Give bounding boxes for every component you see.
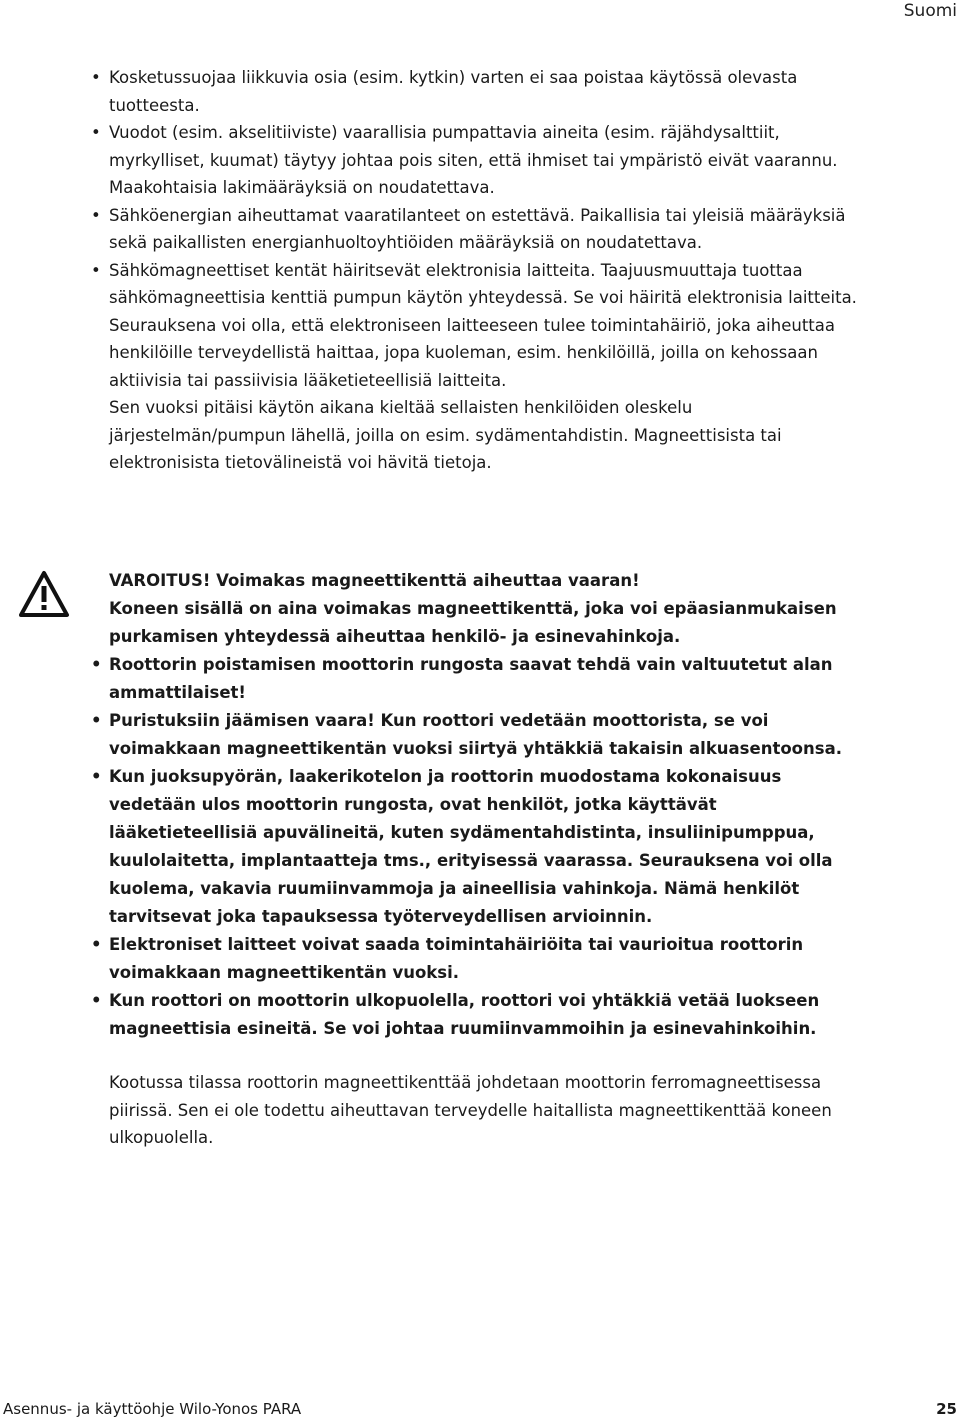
language-label: Suomi — [903, 1, 957, 21]
bullet-icon: • — [91, 205, 101, 225]
list-item-text: Sähkömagneettiset kentät häiritsevät elektronisia laitteita. Taajuusmuuttaja tuottaa sähkömagneettisia kenttiä pumpun käytön yhteydessä. Se voi häiritä elektronisia laitteita. Seurauksena voi olla, että elektroniseen laitteeseen tulee toimintahäiriö, joka aiheuttaa henkilöille terveydellistä haittaa, jopa kuoleman, esim. henkilöillä, joilla on kehossaan aktiivisia tai passiivisia lääketieteellisiä laitteita. — [109, 260, 857, 390]
footer-document-title: Asennus- ja käyttöohje Wilo-Yonos PARA — [3, 1400, 302, 1418]
list-item — [87, 64, 857, 119]
list-item — [87, 707, 857, 763]
closing-section — [87, 1069, 857, 1152]
list-item-text: Sähköenergian aiheuttamat vaaratilanteet on estettävä. Paikallisia tai yleisiä määräyksiä sekä paikallisten energianhuoltoyhtiöiden määräyksiä on noudatettava. — [109, 205, 846, 252]
warning-title: VAROITUS! Voimakas magneettikenttä aiheuttaa vaaran! — [109, 571, 640, 590]
body-paragraph: Sen vuoksi pitäisi käytön aikana kieltää sellaisten henkilöiden oleskelu järjestelmän/pumpun lähellä, joilla on esim. sydämentahdistin. Magneettisista tai elektronisista tietovälineistä voi hävitä tietoja. — [109, 398, 782, 472]
bullet-icon: • — [91, 935, 102, 954]
bullet-icon: • — [91, 711, 102, 730]
list-item — [87, 931, 857, 987]
list-item-text: Elektroniset laitteet voivat saada toimintahäiriöita tai vaurioitua roottorin voimakkaan magneettikentän vuoksi. — [109, 935, 804, 982]
warning-block — [87, 567, 857, 1043]
list-item-text: Kun juoksupyörän, laakerikotelon ja roottorin muodostama kokonaisuus vedetään ulos moottorin rungosta, ovat henkilöt, jotka käyttävät lääketieteellisiä apuvälineitä, kuten sydämentahdistinta, insuliinipumppua, kuulolaitetta, implantaatteja tms., erityisessä vaarassa. Seurauksena voi olla kuolema, vakavia ruumiinvammoja ja aineellisia vahinkoja. Nämä henkilöt tarvitsevat joka tapauksessa työterveydellisen arvioinnin. — [109, 767, 833, 926]
list-item — [87, 119, 857, 202]
warning-triangle-icon — [18, 570, 70, 618]
closing-paragraph: Kootussa tilassa roottorin magneettikenttää johdetaan moottorin ferromagneettisessa piirissä. Sen ei ole todettu aiheuttavan terveydelle haitallista magneettikenttää koneen ulkopuolella. — [109, 1073, 832, 1147]
list-item — [87, 202, 857, 257]
list-item-text: Puristuksiin jäämisen vaara! Kun roottori vedetään moottorista, se voi voimakkaan magneettikentän vuoksi siirtyä yhtäkkiä takaisin alkuasentoonsa. — [109, 711, 842, 758]
list-item — [87, 763, 857, 931]
list-item-text: Vuodot (esim. akselitiiviste) vaarallisia pumpattavia aineita (esim. räjähdysalttiit, myrkylliset, kuumat) täytyy johtaa pois siten, että ihmiset tai ympäristö eivät vaarannu. Maakohtaisia lakimääräyksiä on noudatettava. — [109, 123, 838, 197]
bullet-icon: • — [91, 68, 101, 87]
warning-list — [87, 651, 857, 1043]
bullet-icon: • — [91, 123, 101, 142]
list-item — [87, 651, 857, 707]
safety-list-section — [87, 64, 857, 477]
list-item-text: Kun roottori on moottorin ulkopuolella, roottori voi yhtäkkiä vetää luokseen magneettisia esineitä. Se voi johtaa ruumiinvammoihin ja esinevahinkoihin. — [109, 991, 820, 1038]
page-number: 25 — [936, 1400, 957, 1418]
list-item — [87, 257, 857, 395]
list-item-text: Kosketussuojaa liikkuvia osia (esim. kytkin) varten ei saa poistaa käytössä olevasta tuotteesta. — [109, 68, 798, 115]
bullet-icon: • — [91, 655, 102, 674]
bullet-icon: • — [91, 260, 101, 280]
bullet-icon: • — [91, 767, 102, 786]
warning-intro: Koneen sisällä on aina voimakas magneettikenttä, joka voi epäasianmukaisen purkamisen yhteydessä aiheuttaa henkilö- ja esinevahinkoja. — [109, 599, 837, 646]
bullet-icon: • — [91, 991, 102, 1010]
list-item — [87, 987, 857, 1043]
safety-list — [87, 64, 857, 394]
list-item-text: Roottorin poistamisen moottorin rungosta saavat tehdä vain valtuutetut alan ammattilaiset! — [109, 655, 833, 702]
